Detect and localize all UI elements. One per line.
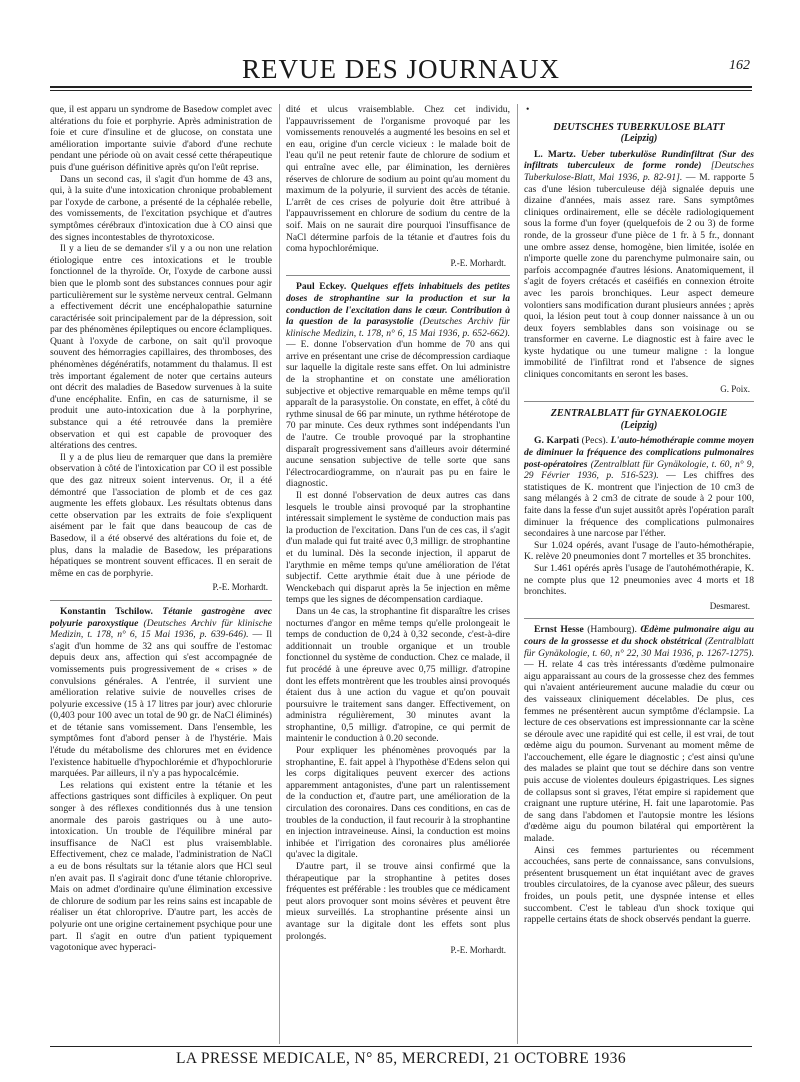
paragraph: Il est donné l'observation de deux autres cas dans lesquels le trouble ainsi provoqué par la strophantine intéressait simplement le système de conduction mais pas la production de l'excitation. Dans l'un de ces cas, il s'agit d'un malade qui fut traité avec 0,3 milligr. de strophantine et du luminal. Dès la seconde injection, il apparut de l'arythmie en même temps qu'une amélioration de l'état subjectif. Cette arythmie était due à une période de Wenckebach qui disparut après la 5e injection en même temps que les signes de décompensation cardiaque.	[286, 490, 510, 606]
text-column-3	[524, 104, 754, 1044]
article-separator	[286, 275, 510, 276]
article-reference: (Deutsches Archiv für klinische Medizin, t. 178, n° 6, 15 Mai 1936, p. 639-646).	[50, 617, 272, 641]
article-separator	[50, 600, 272, 601]
text-column-1	[50, 104, 272, 1044]
author-signature: P.-E. Morhardt.	[212, 582, 268, 593]
article-title: Ueber tuberkulöse Rundinfiltrat (Sur des infiltrats tuberculeux de forme ronde)	[524, 148, 754, 172]
journal-city: (Leipzig)	[620, 419, 658, 431]
article-body: — Les chiffres des statistiques de K. montrent que l'injection de 10 cm3 de sang mélangés à 2 cm3 de citrate de soude à 2 pour 100, faite dans la fesse d'un sujet aussitôt après l'opération paraît diminuer la fréquence des complications pulmonaires secondaires à une narcose par l'éther.	[524, 470, 754, 540]
column-divider	[279, 104, 280, 1044]
article-title: L'auto-hémothérapie comme moyen de diminuer la fréquence des complications pulmonaires post-opératoires	[524, 435, 754, 470]
paragraph: que, il est apparu un syndrome de Basedow complet avec altérations du foie et porphyrie. Après administration de foie et cure d'insuline et de glucose, on constata une amélioration importante suivie d'abord d'une rechute pendant une période où on avait cessé cette thérapeutique puis d'une guérison définitive après qu'on l'eût reprise.	[50, 104, 272, 173]
journal-city: (Leipzig)	[620, 133, 658, 145]
article-separator	[524, 401, 754, 402]
article-author-city: (Pecs).	[581, 435, 609, 447]
article-reference: (Zentralblatt für Gynäkologie, t. 60, n° 9, 29 Février 1936, p. 516-523).	[524, 458, 754, 482]
author-signature: P.-E. Morhardt.	[450, 945, 506, 956]
article-heading	[286, 281, 510, 490]
journal-heading: ZENTRALBLATT für GYNAEKOLOGIE	[550, 408, 728, 420]
page-footer	[50, 1046, 752, 1072]
article-body: — H. relate 4 cas très intéressants d'œdème pulmonaire aigu apparaissant au cours de la grossesse chez des femmes qui n'avaient antérieurement aucune maladie du cœur ou des vaisseaux cliniquement décelables. De plus, ces femmes ne présentèrent aucun symptôme d'éclampsie. La lecture de ces observations est impressionnante car la scène se déroule avec une rapidité qui est celle, il est vrai, de tout œdème aigu du poumon. Survenant au moment même de l'accouchement, elle égare le diagnostic ; c'est ainsi qu'une des malades se plaint que tout se déchire dans son ventre puis accuse de violentes douleurs épigastriques. Les signes de collapsus sont si graves, l'état empire si rapidement que craignant une rupture utérine, H. fait une laparotomie. Pas de sang dans l'abdomen et l'autopsie montre les lésions d'œdème aigu du poumon bilatéral qui emportèrent la malade.	[524, 659, 754, 845]
article-title: Tétanie gastrogène avec polyurie paroxystique	[50, 605, 272, 629]
header-rule-thin	[50, 90, 752, 91]
article-separator	[524, 618, 754, 619]
article-reference: (Deutsches Archiv für klinische Medizin, t. 178, n° 6, 15 Mai 1936, p. 652-662).	[286, 316, 510, 339]
paragraph: Pour expliquer les phénomènes provoqués par la strophantine, E. fait appel à l'hypothèse d'Edens selon qui les corps digitaliques peuvent exercer des actions apparemment antagonistes, d'une part un ralentissement de la conduction et, d'autre part, une amélioration de la circulation des coronaires. Dans ces conditions, en cas de troubles de la conduction, il faut recourir à la strophantine en injection intraveineuse. Ainsi, la conduction est moins inhibée et l'irrigation des coronaires plus améliorée qu'avec la digitale.	[286, 745, 510, 861]
article-body: — Il s'agit d'un homme de 32 ans qui souffre de l'estomac depuis deux ans, affection qui s'est accompagnée de vomissements puis progressivement de « crises » de convulsions générales. A l'entrée, il survient une amélioration relative suivie de nouvelles crises de polyurie excessive (15 à 17 litres par jour) avec chlorurie (0,403 pour 100 avec un total de 90 gr. de NaCl éliminés) et de tétanie sans vomissement. Dans l'ensemble, les symptômes font d'abord penser à de l'hystérie. Mais l'étude du métabolisme des chlorures met en évidence l'existence habituelle d'hypochlorémie et d'hypochlorurie marquées. Par ailleurs, il n'y a pas hypocalcémie.	[50, 629, 272, 780]
article-heading	[524, 149, 754, 381]
paragraph: D'autre part, il se trouve ainsi confirmé que la thérapeutique par la strophantine à petites doses fréquentes est préférable : les troubles que ce médicament peut alors provoquer sont moins sévères et peuvent être mieux surveillés. La strophantine présente ainsi un avantage sur la digitale dont les effets sont plus prolongés.	[286, 861, 510, 942]
paragraph: Il y a lieu de se demander s'il y a ou non une relation étiologique entre ces intoxications et le trouble fonctionnel de la thyroïde. Or, l'oxyde de carbone aussi bien que le plomb sont des substances connues pour agir particulièrement sur le système nerveux central. Gelmann a effectivement décrit une encéphalopathie saturnine caractérisée soit principalement par de la dépression, soit par des phénomènes épileptiques ou encore éclampliques. Quant à l'oxyde de carbone, on sait qu'il provoque souvent des hémorragies capillaires, des thromboses, des phénomènes dégénératifs, notamment du thalamus. Il est très important également de noter que certains auteurs ont décrit des maladies de Basedow survenues à la suite d'une encéphalite. Enfin, en cas de saturnisme, il se produit une auto-intoxication due à la porphyrine, substance qui a été retrouvée dans la première observation et qui est capable de provoquer des altérations des centres.	[50, 243, 272, 452]
paragraph: Ainsi ces femmes parturientes ou récemment accouchées, sans perte de connaissance, sans convulsions, présentent brusquement un état inquiétant avec de graves troubles circulatoires, de la cyanose avec pâleur, des sueurs froides, un pouls petit, une dyspnée intense et elles succombent. C'est le tableau d'un shock toxique qui rappelle certains états de shock observés pendant la guerre.	[524, 844, 754, 926]
journal-section-title: REVUE DES JOURNAUX	[241, 54, 560, 84]
journal-heading: DEUTSCHES TUBERKULOSE BLATT	[553, 121, 725, 133]
article-title: Œdème pulmonaire aigu au cours de la grossesse et du shock obstétrical	[524, 624, 754, 647]
paragraph: Les relations qui existent entre la tétanie et les affections gastriques sont difficiles à expliquer. On peut songer à des réflexes conditionnés dus à une tension anormale des parois gastriques ou à une auto-intoxication. Un trouble de l'équilibre minéral par insuffisance de NaCl est plus vraisemblable. Effectivement, chez ce malade, l'administration de NaCl a eu de bons résultats sur la tétanie alors que HCl seul n'en avait pas. Il s'agirait donc d'une tétanie chloroprive. Mais on admet d'ordinaire qu'une élimination excessive de chlorure de sodium par les reins sains est incapable de réaliser un état chloroprive. D'autre part, les accès de polyurie ont une origine certainement psychique pour une part. Il s'agit en outre d'un patient typiquement vagotonique avec hyperaci-	[50, 779, 272, 954]
paragraph: dité et ulcus vraisemblable. Chez cet individu, l'appauvrissement de l'organisme provoqué par les vomissements renouvelés a augmenté les besoins en sel et en eau, origine d'un cercle vicieux : le malade boit de l'eau qu'il ne peut retenir faute de chlorure de sodium et qui entraîne avec elle, par élimination, les dernières réserves de chlorure de sodium au point qu'au moment du maximum de la polyurie, il survient des accès de tétanie. L'arrêt de ces crises de polyurie doit être attribué à l'appauvrissement en chlorure de sodium du centre de la soif. Mais on ne saurait dire pourquoi l'insuffisance de NaCl détermine parfois de la tétanie et d'autres fois du coma hypochlorémique.	[286, 104, 510, 255]
article-reference: (Zentralblatt für Gynäkologie, t. 60, n° 22, 30 Mai 1936, p. 1267-1275).	[524, 635, 754, 659]
paragraph: Sur 1.024 opérés, avant l'usage de l'auto-hémothérapie, K. relève 20 pneumonies dont 7 mortelles et 35 bronchites.	[524, 539, 754, 563]
paragraph: Il y a de plus lieu de remarquer que dans la première observation à côté de l'intoxication par CO il est possible que des gaz nitreux soient intervenus. Or, il a été démontré que l'association de plomb et de ces gaz augmente les effets globaux. Les résultats obtenus dans cette observation par les extraits de foie s'expliquent aisément par le fait que dans beaucoup de cas de Basedow, il a été observé des altérations du foie et, de plus, dans la maladie de Basedow, les préparations hépatiques se montrent souvent efficaces. Il en serait de même en cas de porphyrie.	[50, 451, 272, 579]
footer-rule	[50, 1046, 752, 1047]
article-reference: [Deutsches Tuberkulose-Blatt, Mai 1936, p. 82-91].	[524, 160, 754, 183]
author-signature: P.-E. Morhardt.	[450, 257, 506, 268]
author-signature: Desmarest.	[709, 600, 750, 611]
author-signature: G. Poix.	[720, 383, 750, 394]
column-divider	[517, 104, 518, 1044]
article-author: L. Martz.	[534, 148, 576, 160]
article-body: — M. rapporte 5 cas d'une lésion tuberculeuse déjà signalée depuis une dizaine d'années, mais assez rare. Sans symptômes cliniques ordinairement, elle se décèle radiologiquement sous la forme d'un foyer (quelquefois de 2 ou 3) de forme ronde, de la grosseur d'une pièce de 1 fr. à 5 fr., donnant une ombre assez dense, homogène, bien limitée, isolée en n'importe quelle zone du parenchyme pulmonaire sain, ou parfois accompagnée d'autres lésions. Anatomiquement, il s'agit de foyers crétacés et caséifiés en connexion étroite avec les parois bronchiques. Leur aspect demeure volontiers sans modification durant plusieurs années ; après quoi, la lésion peut tout à coup donner naissance à un ou deux foyers semblables dans son voisinage ou se transformer en caverne. Le diagnostic est à faire avec le kyste hydatique ou une tumeur maligne : la longue immobilité de l'infiltrat rond et l'absence de signes cliniques concomitants en seront les bases.	[524, 171, 754, 381]
article-author: Ernst Hesse	[534, 624, 584, 636]
article-author: G. Karpati	[534, 435, 580, 447]
paragraph: Dans un 4e cas, la strophantine fit disparaître les crises nocturnes d'angor en même temps qu'elle prolongeait le temps de conduction de 0,24 à 0,32 seconde, c'est-à-dire additionnait un trouble organique et un trouble fonctionnel du système de conduction. Chez ce malade, il fut procédé à une épreuve avec 0,75 milligr. d'atropine dont les effets montrèrent que les troubles ainsi provoqués étaient dus à une action du vague et qu'on pouvait poursuivre le traitement sans danger. Effectivement, on administra régulièrement, 30 minutes avant la strophantine, 0,5 milligr. d'atropine, ce qui permit de maintenir le conduction à 0.20 seconde.	[286, 605, 510, 745]
article-heading	[524, 435, 754, 539]
page-number: 162	[729, 58, 750, 73]
article-title: Quelques effets inhabituels des petites doses de strophantine sur la production et sur la conduction de l'excitation dans le cœur. Contribution à la question de la parasystolie	[286, 281, 510, 328]
page-header	[50, 50, 752, 92]
bullet-mark: •	[526, 104, 530, 115]
article-author-city: (Hambourg).	[587, 624, 637, 636]
article-author: Konstantin Tschilow.	[60, 605, 153, 617]
article-heading	[50, 606, 272, 780]
article-body: — E. donne l'observation d'un homme de 70 ans qui arrive en présentant une crise de décompression cardiaque sur laquelle la digitale reste sans effet. On lui administre de la strophantine et on constate une amélioration subjective et objective remarquable en même temps qu'il apparaît de la parasystolie. On constate, en effet, à côté du rythme sinusal de 66 par minute, un rythme hétérotope de 70 par minute. Ces deux rythmes sont indépendants l'un de l'autre. Ce trouble provoqué par la strophantine disparaît progressivement sans d'ailleurs avoir déterminé aucune sensation subjective de telle sorte que sans l'électrocardiogramme, on n'aurait pas pu en faire le diagnostic.	[286, 339, 510, 490]
footer-journal-line: LA PRESSE MEDICALE, N° 85, MERCREDI, 21 OCTOBRE 1936	[176, 1050, 626, 1067]
paragraph: Sur 1.461 opérés après l'usage de l'autohémothérapie, K. ne compte plus que 12 pneumonies avec 4 morts et 18 bronchites.	[524, 562, 754, 598]
text-column-2	[286, 104, 510, 1044]
article-heading	[524, 624, 754, 844]
article-author: Paul Eckey.	[296, 281, 347, 293]
paragraph: Dans un second cas, il s'agit d'un homme de 43 ans, qui, à la suite d'une intoxication chronique probablement par l'oxyde de carbone, a présenté de la céphalée rebelle, des vomissements, de l'excitation psychique et d'autres symptômes cérébraux d'intoxication due à CO ainsi que des signes incontestables de thyrotoxicose.	[50, 173, 272, 243]
header-rule-thick	[50, 86, 752, 88]
